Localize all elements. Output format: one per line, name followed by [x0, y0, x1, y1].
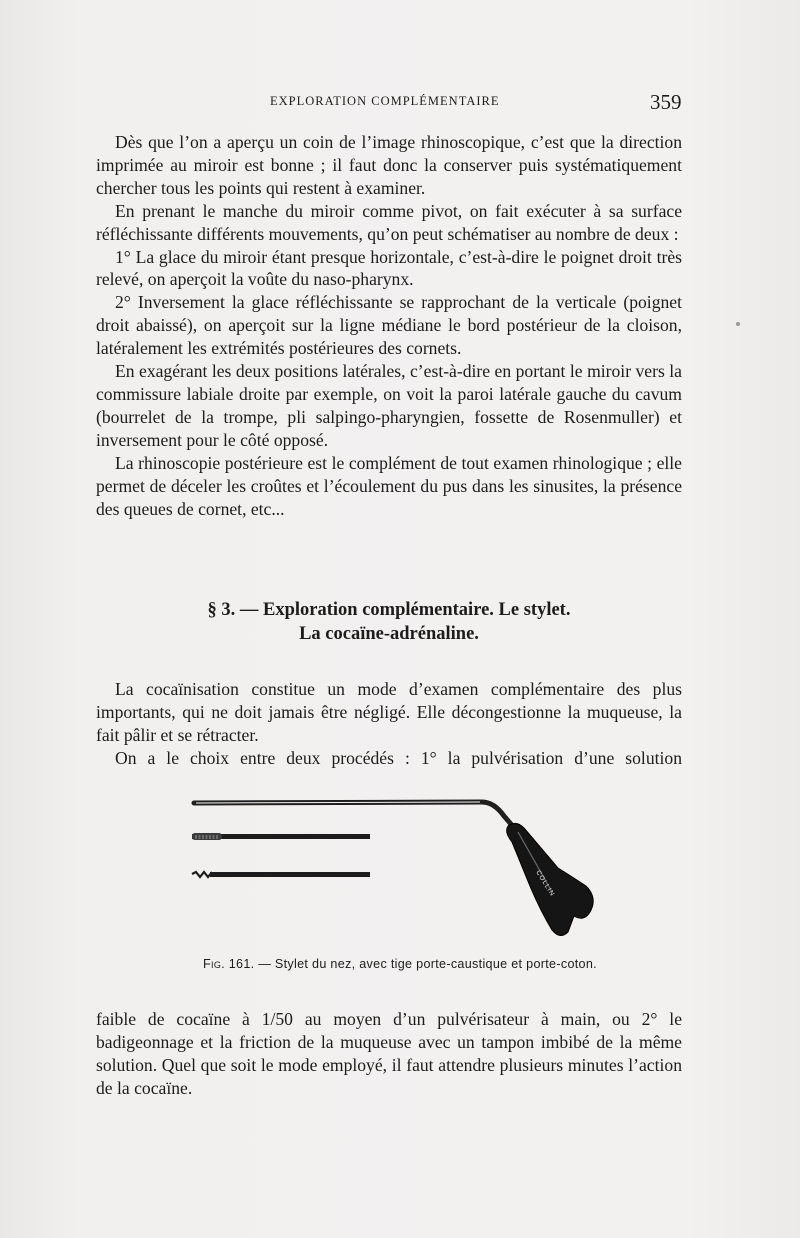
running-title: EXPLORATION COMPLÉMENTAIRE: [270, 94, 500, 108]
paper-speck: [736, 322, 740, 326]
paragraph: On a le choix entre deux procédés : 1° la pulvérisation d’une solution: [115, 747, 682, 768]
section-heading-line-2: La cocaïne-adrénaline.: [299, 624, 479, 644]
figure-caption-text: — Stylet du nez, avec tige porte-caustique et porte-coton.: [254, 957, 597, 971]
paragraph: Dès que l’on a aperçu un coin de l’image rhinoscopique, c’est que la direction imprimée au miroir est bonne ; il faut donc la conserver puis systématiquement chercher tous les points qui restent à examiner.: [96, 132, 682, 198]
body-text-middle: [96, 678, 682, 770]
figure-caption: [0, 957, 800, 971]
paragraph: 2° Inversement la glace réfléchissante se rapprochant de la verticale (poignet droit abaissé), on aperçoit sur la ligne médiane le bord postérieur de la cloison, latéralement les extrémités postérieures des cornets.: [96, 292, 682, 359]
body-text-top: [96, 131, 682, 520]
body-text-bottom: [96, 1008, 682, 1100]
section-heading-line-1: § 3. — Exploration complémentaire. Le stylet.: [207, 600, 571, 620]
instrument-maker-mark: COLLIN: [534, 869, 556, 899]
paragraph: La rhinoscopie postérieure est le complément de tout examen rhinologique ; elle permet de déceler les croûtes et l’écoulement du pus dans les sinusites, la présence des queues de cornet, etc...: [96, 452, 682, 519]
page-number: 359: [650, 90, 682, 114]
running-head: [0, 92, 800, 112]
paragraph: La cocaïnisation constitue un mode d’examen complémentaire des plus importants, qui ne doit jamais être négligé. Elle décongestionne la muqueuse, la fait pâlir et se rétracter.: [96, 679, 682, 745]
paragraph: 1° La glace du miroir étant presque horizontale, c’est-à-dire le poignet droit très relevé, on aperçoit la voûte du naso-pharynx.: [96, 246, 682, 290]
figure-number: Fig. 161.: [203, 957, 255, 971]
section-heading: [96, 598, 682, 646]
paragraph: En exagérant les deux positions latérales, c’est-à-dire en portant le miroir vers la commissure labiale droite par exemple, on voit la paroi latérale gauche du cavum (bourrelet de la trompe, pli salpingo-pharyngien, fossette de Rosenmuller) et inversement pour le côté opposé.: [96, 361, 682, 450]
paragraph: En prenant le manche du miroir comme pivot, on fait exécuter à sa surface réfléchissante différents mouvements, qu’on peut schématiser au nombre de deux :: [96, 200, 682, 244]
nasal-stylet-illustration: [186, 792, 606, 942]
paragraph: faible de cocaïne à 1/50 au moyen d’un pulvérisateur à main, ou 2° le badigeonnage et la friction de la muqueuse avec un tampon imbibé de la même solution. Quel que soit le mode employé, il faut attendre plusieurs minutes l’action de la cocaïne.: [96, 1009, 682, 1098]
